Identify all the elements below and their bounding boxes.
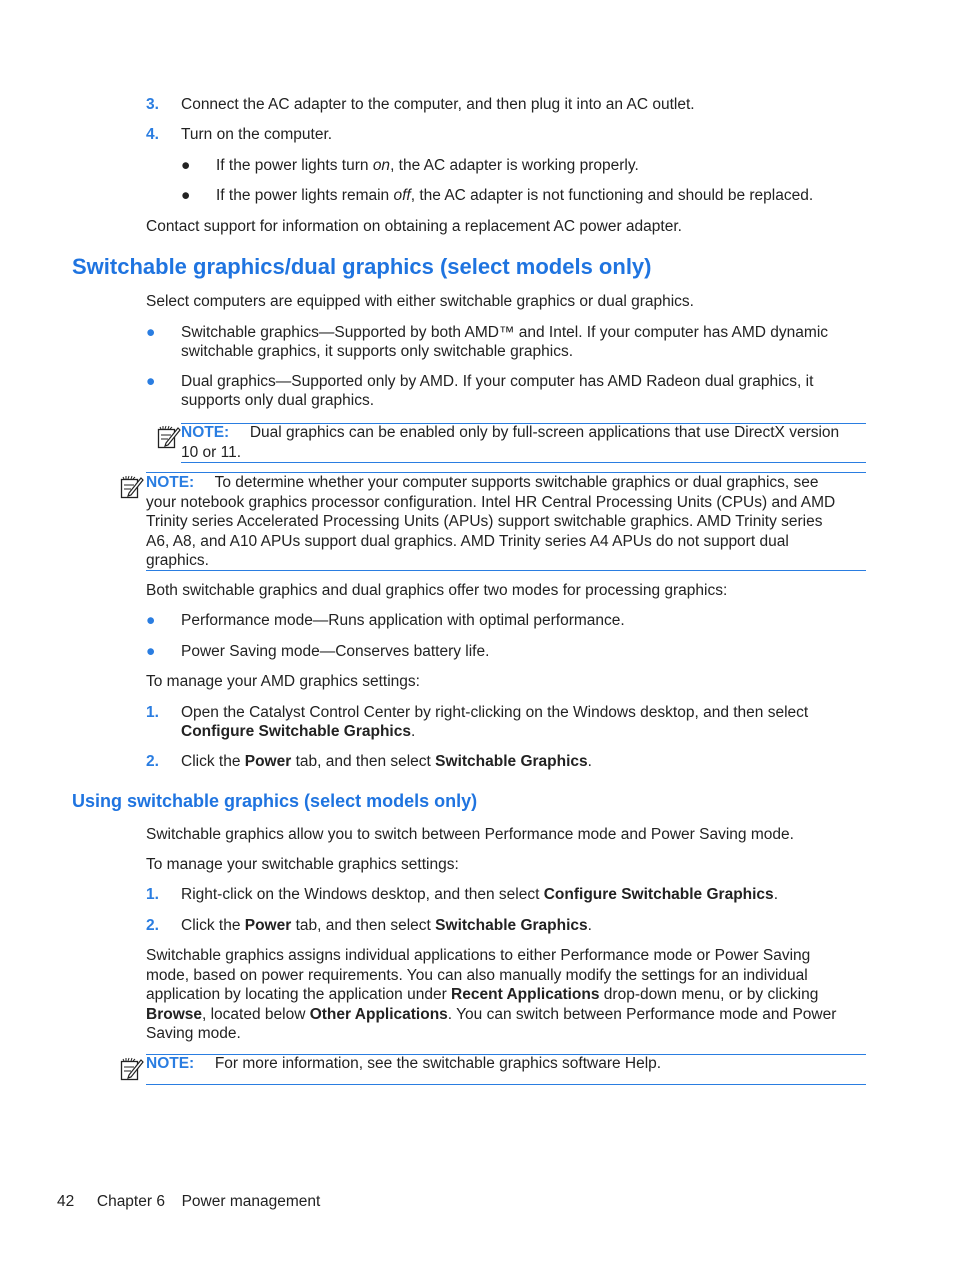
note-rule-bottom: [146, 570, 866, 571]
bullet-dot: ●: [181, 157, 191, 174]
modes-intro: Both switchable graphics and dual graphics offer two modes for processing graphics:: [146, 582, 728, 599]
bullet-line: Dual graphics—Supported only by AMD. If your computer has AMD Radeon dual graphics, it: [181, 373, 814, 390]
chapter-label: Chapter 6: [96, 1193, 165, 1210]
step-number: 2.: [146, 753, 159, 770]
bullet-text: If the power lights remain off, the AC adapter is not functioning and should be replaced.: [216, 187, 814, 204]
manage-amd-text: To manage your AMD graphics settings:: [146, 673, 420, 690]
step-text: Click the Power tab, and then select Switchable Graphics.: [181, 753, 592, 770]
step-text: Right-click on the Windows desktop, and then select Configure Switchable Graphics.: [181, 886, 778, 903]
step-number: 2.: [146, 917, 159, 934]
bullet-dot: ●: [181, 187, 191, 204]
contact-text: Contact support for information on obtaining a replacement AC power adapter.: [146, 218, 682, 235]
note-text: 10 or 11.: [181, 443, 242, 461]
paragraph-line: mode, based on power requirements. You can also manually modify the settings for an individual: [146, 966, 808, 984]
note-icon: [120, 475, 144, 499]
note-text: A6, A8, and A10 APUs support dual graphics. AMD Trinity series A4 APUs do not support dual: [146, 532, 789, 550]
bullet-dot: ●: [146, 643, 156, 660]
note-rule-bottom: [146, 1084, 866, 1085]
step-text: Open the Catalyst Control Center by right-clicking on the Windows desktop, and then select: [181, 704, 809, 721]
note-icon: [120, 1057, 144, 1081]
section-heading: Switchable graphics/dual graphics (select models only): [72, 254, 652, 279]
step-number: 3.: [146, 96, 159, 113]
step-text: Click the Power tab, and then select Switchable Graphics.: [181, 917, 592, 934]
step-text: Configure Switchable Graphics.: [181, 723, 416, 740]
using-intro: Switchable graphics allow you to switch between Performance mode and Power Saving mode.: [146, 826, 794, 843]
note-text: your notebook graphics processor configuration. Intel HR Central Processing Units (CPUs) and AMD: [146, 493, 836, 511]
step-text: Turn on the computer.: [181, 126, 333, 143]
step-number: 1.: [146, 886, 159, 903]
page-number: 42: [57, 1193, 75, 1210]
note-label: NOTE:: [146, 474, 195, 491]
bullet-text: Power Saving mode—Conserves battery life.: [181, 643, 490, 660]
note-text: For more information, see the switchable graphics software Help.: [214, 1055, 662, 1072]
note-switchable-dual: [146, 473, 835, 571]
note-rule-bottom: [181, 462, 866, 463]
bullet-line: switchable graphics, it supports only switchable graphics.: [181, 343, 573, 360]
paragraph-line: Switchable graphics assigns individual applications to either Performance mode or Power Saving: [146, 947, 811, 964]
bullet-text: Performance mode—Runs application with optimal performance.: [181, 612, 625, 629]
assign-paragraph: [146, 946, 836, 1044]
bullet-line: Switchable graphics—Supported by both AMD™ and Intel. If your computer has AMD dynamic: [181, 324, 829, 341]
paragraph-line: Saving mode.: [146, 1025, 241, 1042]
note-text: Trinity series Accelerated Processing Units (APUs) support switchable graphics. AMD Trinity series: [146, 513, 823, 530]
step-number: 4.: [146, 126, 159, 143]
note-dual-graphics: [181, 423, 839, 462]
note-text: Dual graphics can be enabled only by full-screen applications that use DirectX version: [249, 424, 840, 441]
subsection-heading: Using switchable graphics (select models only): [72, 791, 478, 811]
page-footer: [57, 1192, 320, 1212]
bullet-dot: ●: [146, 324, 156, 341]
paragraph-line: Browse, located below Other Applications. You can switch between Performance mode and Power: [146, 1005, 837, 1023]
step-number: 1.: [146, 704, 159, 721]
note-icon: [157, 425, 181, 449]
section-intro: Select computers are equipped with either switchable graphics or dual graphics.: [146, 293, 694, 310]
paragraph-line: application by locating the application under Recent Applications drop-down menu, or by clicking: [146, 986, 819, 1003]
bullet-dot: ●: [146, 612, 156, 629]
note-text: graphics.: [146, 552, 209, 569]
bullet-line: supports only dual graphics.: [181, 392, 375, 409]
bullet-dot: ●: [146, 373, 156, 390]
note-help: [146, 1054, 661, 1074]
note-label: NOTE:: [146, 1055, 195, 1072]
manage-switch-text: To manage your switchable graphics settings:: [146, 856, 459, 873]
step-text: Connect the AC adapter to the computer, and then plug it into an AC outlet.: [181, 96, 695, 113]
note-text: To determine whether your computer supports switchable graphics or dual graphics, see: [214, 474, 819, 491]
note-label: NOTE:: [181, 424, 230, 441]
bullet-text: If the power lights turn on, the AC adapter is working properly.: [216, 157, 639, 174]
chapter-title: Power management: [181, 1193, 321, 1210]
